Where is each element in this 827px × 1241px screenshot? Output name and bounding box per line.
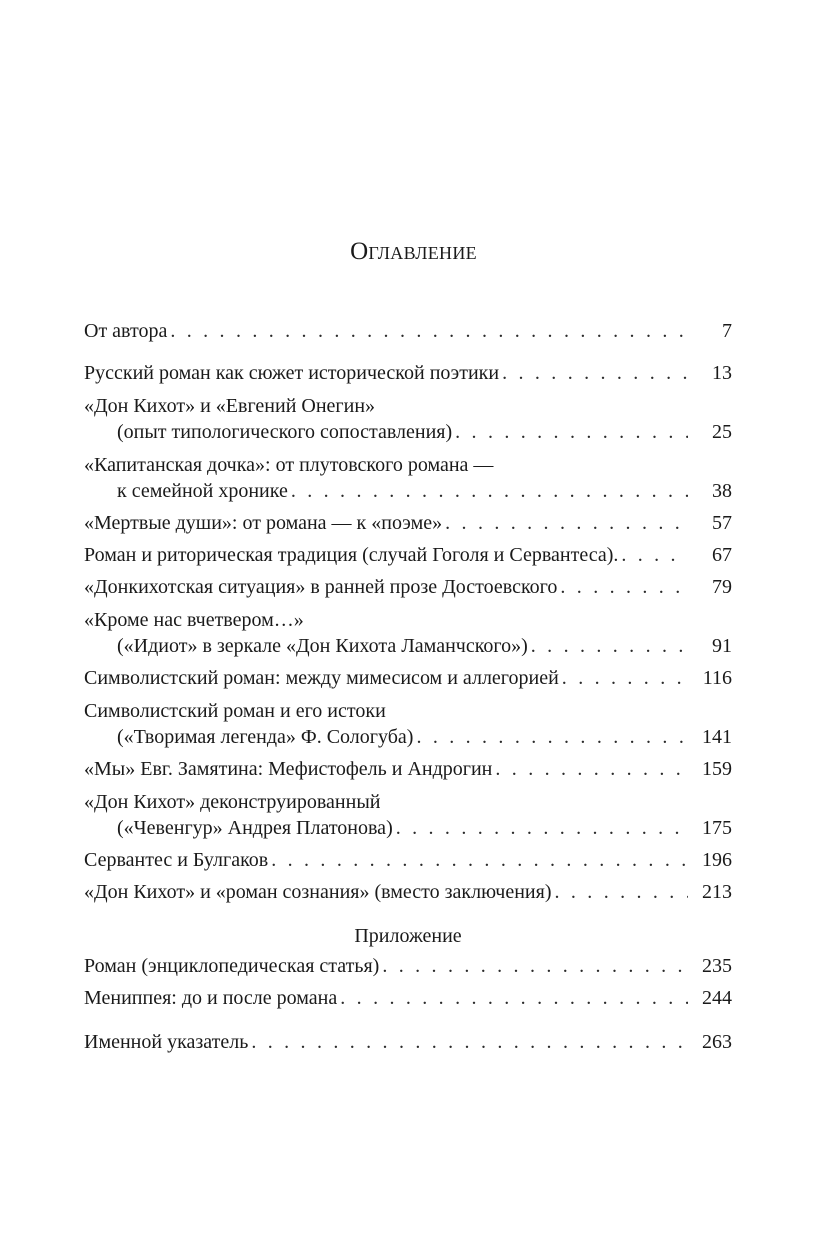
toc-entry-title: «Капитанская дочка»: от плутовского романа — xyxy=(84,454,494,476)
toc-entry-subtitle: (опыт типологического сопоставления) xyxy=(117,421,453,443)
toc-page-number: 79 xyxy=(712,576,732,598)
leader-dots xyxy=(555,879,689,905)
toc-entry-title: Символистский роман и его истоки xyxy=(84,700,386,722)
toc-page-number: 175 xyxy=(702,817,732,839)
toc-entry[interactable] xyxy=(84,510,732,536)
toc-page-number: 67 xyxy=(712,544,732,566)
page-title: Оглавление xyxy=(350,238,477,265)
toc-entry[interactable] xyxy=(84,318,732,344)
toc-entry[interactable] xyxy=(84,665,732,691)
toc-page-number: 25 xyxy=(712,421,732,443)
toc-entry[interactable] xyxy=(84,607,732,659)
toc-entry-title: Мениппея: до и после романа xyxy=(84,987,338,1009)
toc-entry-title: От автора xyxy=(84,320,168,342)
toc-page-number: 91 xyxy=(712,635,732,657)
toc-entry-subtitle: («Творимая легенда» Ф. Сологуба) xyxy=(117,726,414,748)
toc-entry[interactable] xyxy=(84,879,732,905)
leader-dots xyxy=(170,318,688,344)
leader-dots xyxy=(531,633,688,659)
toc-entry-subtitle: к семейной хронике xyxy=(117,480,288,502)
toc-entry[interactable] xyxy=(84,789,732,841)
toc-entry-subtitle: («Чевенгур» Андрея Платонова) xyxy=(117,817,393,839)
leader-dots xyxy=(562,665,688,691)
toc-entry-title: «Мертвые души»: от романа — к «поэме» xyxy=(84,512,443,534)
toc-entry-title: «Кроме нас вчетвером…» xyxy=(84,609,304,631)
toc-page-number: 263 xyxy=(702,1031,732,1053)
toc-entry-title: Роман и риторическая традиция (случай Гоголя и Сервантеса). xyxy=(84,544,619,566)
toc-page-number: 244 xyxy=(702,987,732,1009)
toc-page-number: 213 xyxy=(702,881,732,903)
toc-entry[interactable] xyxy=(84,452,732,504)
toc-entry[interactable] xyxy=(84,360,732,386)
leader-dots xyxy=(560,574,688,600)
toc-page-number: 13 xyxy=(712,362,732,384)
leader-dots xyxy=(271,847,688,873)
leader-dots xyxy=(340,985,688,1011)
toc-page-number: 38 xyxy=(712,480,732,502)
toc-page-number: 116 xyxy=(702,667,732,689)
leader-dots xyxy=(416,724,688,750)
toc-entry-title: Именной указатель xyxy=(84,1031,249,1053)
toc-entry-subtitle: («Идиот» в зеркале «Дон Кихота Ламанчского») xyxy=(117,635,528,657)
toc-page-number: 196 xyxy=(702,849,732,871)
toc-entry[interactable] xyxy=(84,985,732,1011)
leader-dots xyxy=(621,542,688,568)
table-of-contents xyxy=(84,318,732,1055)
leader-dots xyxy=(455,419,688,445)
toc-entry[interactable] xyxy=(84,698,732,750)
toc-entry-title: «Дон Кихот» и «роман сознания» (вместо заключения) xyxy=(84,881,552,903)
toc-entry-title: «Донкихотская ситуация» в ранней прозе Достоевского xyxy=(84,576,558,598)
toc-entry-title: Русский роман как сюжет исторической поэтики xyxy=(84,362,500,384)
leader-dots xyxy=(291,478,688,504)
toc-entry[interactable] xyxy=(84,574,732,600)
leader-dots xyxy=(396,815,688,841)
appendix-heading: Приложение xyxy=(354,925,462,947)
leader-dots xyxy=(382,953,688,979)
toc-entry-title: Символистский роман: между мимесисом и аллегорией xyxy=(84,667,559,689)
toc-entry[interactable] xyxy=(84,953,732,979)
toc-entry-title: «Дон Кихот» деконструированный xyxy=(84,791,381,813)
leader-dots xyxy=(251,1029,688,1055)
leader-dots xyxy=(495,756,688,782)
toc-page-number: 57 xyxy=(712,512,732,534)
toc-entry-title: Роман (энциклопедическая статья) xyxy=(84,955,380,977)
toc-page-number: 159 xyxy=(702,758,732,780)
toc-page-number: 7 xyxy=(722,320,732,342)
toc-entry[interactable] xyxy=(84,393,732,445)
toc-entry-index[interactable] xyxy=(84,1029,732,1055)
toc-entry-title: «Дон Кихот» и «Евгений Онегин» xyxy=(84,395,376,417)
toc-entry[interactable] xyxy=(84,847,732,873)
leader-dots xyxy=(445,510,688,536)
toc-page-number: 235 xyxy=(702,955,732,977)
toc-entry-title: Сервантес и Булгаков xyxy=(84,849,269,871)
toc-entry[interactable] xyxy=(84,756,732,782)
toc-entry[interactable] xyxy=(84,542,732,568)
toc-entry-title: «Мы» Евг. Замятина: Мефистофель и Андрогин xyxy=(84,758,493,780)
leader-dots xyxy=(502,360,688,386)
toc-page-number: 141 xyxy=(702,726,732,748)
